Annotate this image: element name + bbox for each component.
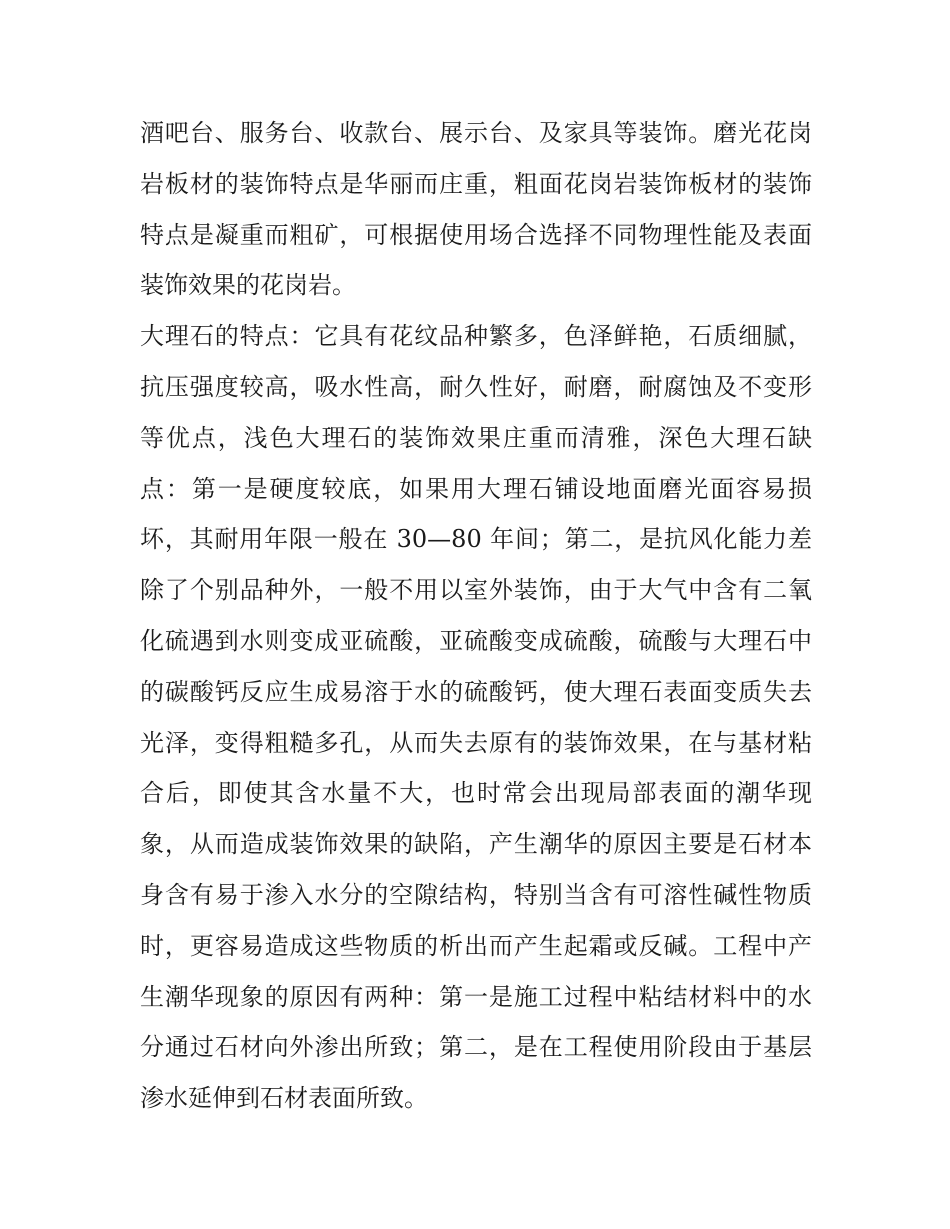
text-line: 抗压强度较高，吸水性高，耐久性好，耐磨，耐腐蚀及不变形 bbox=[140, 372, 812, 401]
text-line: 化硫遇到水则变成亚硫酸，亚硫酸变成硫酸，硫酸与大理石中 bbox=[140, 626, 812, 655]
text-line: 时，更容易造成这些物质的析出而产生起霜或反碱。工程中产 bbox=[140, 931, 812, 960]
text-line: 合后，即使其含水量不大，也时常会出现局部表面的潮华现 bbox=[140, 779, 812, 808]
text-line: 酒吧台、服务台、收款台、展示台、及家具等装饰。磨光花岗 bbox=[140, 119, 812, 147]
text-line: 生潮华现象的原因有两种：第一是施工过程中粘结材料中的水 bbox=[140, 982, 812, 1011]
text-line: 装饰效果的花岗岩。 bbox=[140, 271, 356, 300]
text-line: 除了个别品种外，一般不用以室外装饰，由于大气中含有二氧 bbox=[140, 576, 812, 605]
text-line: 岩板材的装饰特点是华丽而庄重，粗面花岗岩装饰板材的装饰 bbox=[140, 169, 812, 198]
paragraph-granite bbox=[140, 108, 812, 311]
text-line: 坏，其耐用年限一般在 30—80 年间；第二，是抗风化能力差 bbox=[140, 525, 812, 554]
paragraph-marble bbox=[140, 311, 812, 1124]
body-text bbox=[140, 108, 812, 1124]
text-line: 特点是凝重而粗矿，可根据使用场合选择不同物理性能及表面 bbox=[140, 220, 812, 249]
text-line: 身含有易于渗入水分的空隙结构，特别当含有可溶性碱性物质 bbox=[140, 880, 812, 909]
text-line: 光泽，变得粗糙多孔，从而失去原有的装饰效果，在与基材粘 bbox=[140, 728, 812, 757]
text-line: 点：第一是硬度较底，如果用大理石铺设地面磨光面容易损 bbox=[140, 474, 812, 503]
text-line: 大理石的特点：它具有花纹品种繁多，色泽鲜艳，石质细腻， bbox=[140, 322, 812, 351]
text-line: 的碳酸钙反应生成易溶于水的硫酸钙，使大理石表面变质失去 bbox=[140, 677, 812, 706]
text-line: 分通过石材向外渗出所致；第二，是在工程使用阶段由于基层 bbox=[140, 1033, 812, 1062]
text-line: 象，从而造成装饰效果的缺陷，产生潮华的原因主要是石材本 bbox=[140, 830, 812, 859]
text-line: 等优点，浅色大理石的装饰效果庄重而清雅，深色大理石缺 bbox=[140, 423, 812, 452]
text-line: 渗水延伸到石材表面所致。 bbox=[140, 1084, 428, 1113]
